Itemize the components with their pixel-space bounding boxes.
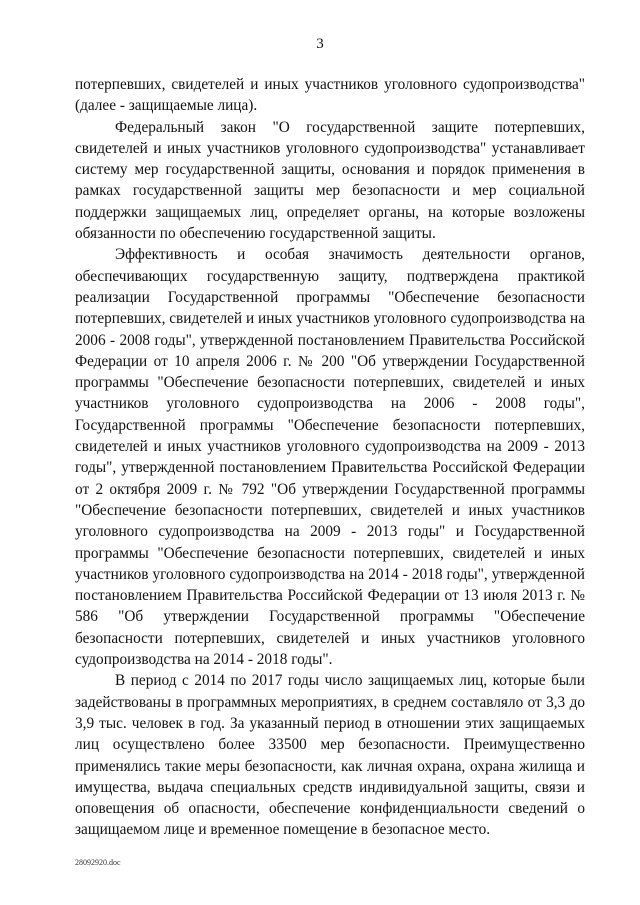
paragraph-federal-law: Федеральный закон "О государственной защите потерпевших, свидетелей и иных участников уголовного судопроизводства" устанавливает систему мер государственной защиты, основания и порядок применения в рамках государственной защиты мер безопасности и мер социальной поддержки защищаемых лиц, определяет органы, на которые возложены обязанности по обеспечению государственной защиты.	[75, 118, 585, 243]
page-number: 3	[316, 36, 324, 52]
document-body	[75, 74, 585, 841]
paragraph-continuation: потерпевших, свидетелей и иных участников уголовного судопроизводства" (далее - защищаемые лица).	[75, 76, 585, 115]
paragraph-effectiveness: Эффективность и особая значимость деятельности органов, обеспечивающих государственную защиту, подтверждена практикой реализации Государственной программы "Обеспечение безопасности потерпевших, свидетелей и иных участников уголовного судопроизводства на 2006 - 2008 годы", утвержденной постановлением Правительства Российской Федерации от 10 апреля 2006 г. № 200 "Об утверждении Государственной программы "Обеспечение безопасности потерпевших, свидетелей и иных участников уголовного судопроизводства на 2006 - 2008 годы", Государственной программы "Обеспечение безопасности потерпевших, свидетелей и иных участников уголовного судопроизводства на 2009 - 2013 годы", утвержденной постановлением Правительства Российской Федерации от 2 октября 2009 г. № 792 "Об утверждении Государственной программы "Обеспечение безопасности потерпевших, свидетелей и иных участников уголовного судопроизводства на 2009 - 2013 годы" и Государственной программы "Обеспечение безопасности потерпевших, свидетелей и иных участников уголовного судопроизводства на 2014 - 2018 годы", утвержденной постановлением Правительства Российской Федерации от 13 июля 2013 г. № 586 "Об утверждении Государственной программы "Обеспечение безопасности потерпевших, свидетелей и иных участников уголовного судопроизводства на 2014 - 2018 годы".	[75, 246, 585, 669]
document-filename-footer: 28092920.doc	[75, 858, 121, 867]
paragraph-statistics: В период с 2014 по 2017 годы число защищаемых лиц, которые были задействованы в программных мероприятиях, в среднем составляло от 3,3 до 3,9 тыс. человек в год. За указанный период в отношении этих защищаемых лиц осуществлено более 33500 мер безопасности. Преимущественно применялись такие меры безопасности, как личная охрана, охрана жилища и имущества, выдача специальных средств индивидуальной защиты, связи и оповещения об опасности, обеспечение конфиденциальности сведений о защищаемом лице и временное помещение в безопасное место.	[75, 672, 585, 839]
